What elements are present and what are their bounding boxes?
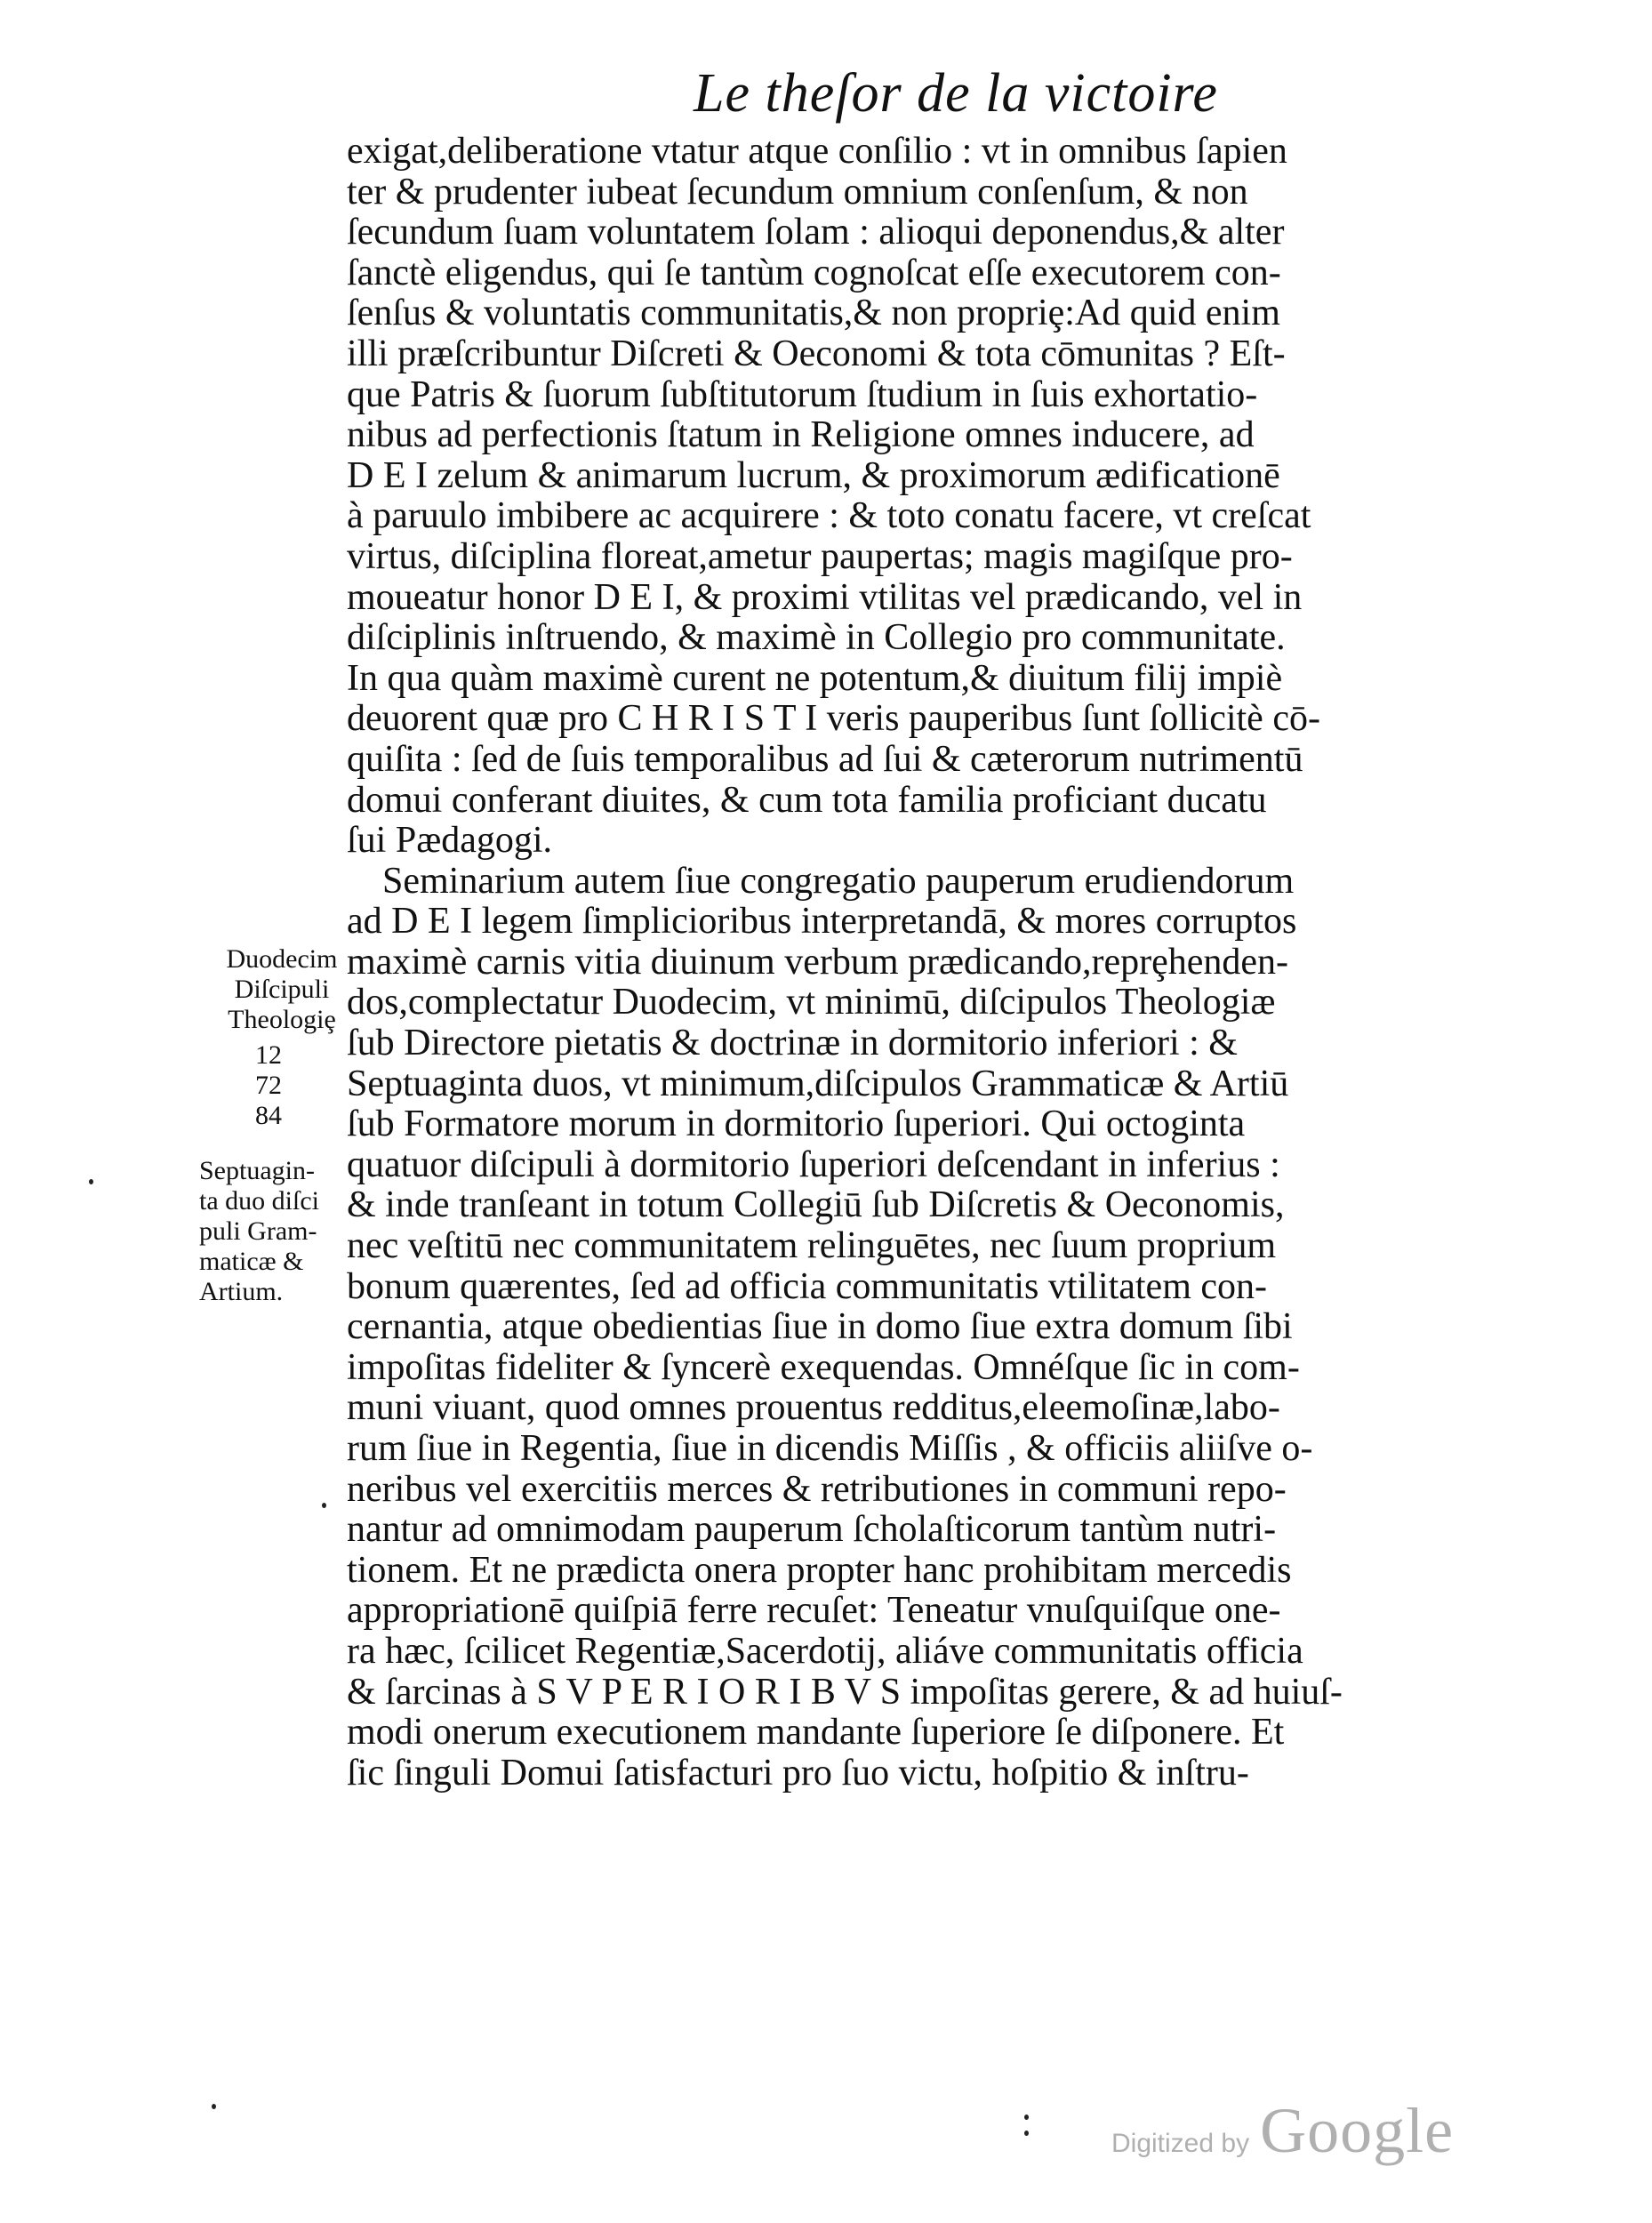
text-line: quiſita : ſed de ſuis temporalibus ad ſui & cæterorum nutrimentū	[347, 738, 1303, 780]
text-line: Septuaginta duos, vt minimum,diſcipulos Grammaticæ & Artiū	[347, 1063, 1289, 1104]
text-line: diſciplinis inſtruendo, & maximè in Collegio pro communitate.	[347, 617, 1286, 659]
text-line: ſic ſinguli Domui ſatisfacturi pro ſuo victu, hoſpitio & inſtru-	[347, 1752, 1249, 1794]
text-line: & inde tranſeant in totum Collegiū ſub Diſcretis & Oeconomis,	[347, 1184, 1285, 1226]
sidenote-line: Diſcipuli	[234, 975, 330, 1004]
text-line: illi præſcribuntur Diſcreti & Oeconomi & tota cōmunitas ? Eſt-	[347, 333, 1286, 374]
paragraph-start-line: Seminarium autem ſiue congregatio pauperum erudiendorum	[382, 860, 1295, 902]
text-line: maximè carnis vitia diuinum verbum prædicando,reprȩhenden-	[347, 941, 1289, 983]
sidenote-number: 84	[255, 1101, 282, 1130]
sidenote-number: 12	[255, 1040, 282, 1070]
text-line: que Patris & ſuorum ſubſtitutorum ſtudium in ſuis exhortatio-	[347, 373, 1258, 415]
text-line: bonum quærentes, ſed ad officia communitatis vtilitatem con-	[347, 1265, 1267, 1307]
text-line: virtus, diſciplina floreat,ametur paupertas; magis magiſque pro-	[347, 535, 1293, 577]
sidenote-line: Duodecim	[226, 944, 338, 974]
ink-speck	[89, 1179, 93, 1184]
text-line: ſub Directore pietatis & doctrinæ in dormitorio inferiori : &	[347, 1023, 1238, 1064]
text-line: modi onerum executionem mandante ſuperiore ſe diſponere. Et	[347, 1712, 1285, 1754]
text-line: ſanctè eligendus, qui ſe tantùm cognoſcat eſſe executorem con-	[347, 252, 1281, 293]
sidenote-number: 72	[255, 1071, 282, 1100]
text-line: nantur ad omnimodam pauperum ſcholaſticorum tantùm nutri-	[347, 1509, 1277, 1551]
text-line: domui conferant diuites, & cum tota familia proficiant ducatu	[347, 779, 1267, 821]
text-line: moueatur honor D E I, & proximi vtilitas vel prædicando, vel in	[347, 576, 1303, 618]
google-logo: Google	[1260, 2095, 1455, 2166]
sidenote-line: Septuagin-	[199, 1156, 315, 1185]
text-line: ad D E I legem ſimplicioribus interpretandā, & mores corruptos	[347, 901, 1297, 943]
ink-speck	[322, 1503, 326, 1508]
running-head: Le theſor de la victoire	[694, 63, 1218, 124]
sidenote-theology	[206, 944, 357, 1035]
ink-speck	[1024, 2115, 1029, 2120]
text-line: ter & prudenter iubeat ſecundum omnium conſenſum, & non	[347, 171, 1248, 213]
digitized-watermark	[1111, 2094, 1454, 2165]
text-line: In qua quàm maximè curent ne potentum,& diuitum filij impiè	[347, 657, 1283, 699]
main-text-block	[347, 132, 1449, 1794]
text-line: ra hæc, ſcilicet Regentiæ,Sacerdotij, aliáve communitatis officia	[347, 1630, 1303, 1672]
sidenote-line: puli Gram-	[199, 1216, 317, 1246]
text-line: ſub Formatore morum in dormitorio ſuperiori. Qui octoginta	[347, 1103, 1246, 1145]
text-line: & ſarcinas à S V P E R I O R I B V S impoſitas gerere, & ad huiuſ-	[347, 1671, 1343, 1713]
text-line: à paruulo imbibere ac acquirere : & toto conatu facere, vt creſcat	[347, 495, 1311, 537]
watermark-prefix: Digitized by	[1111, 2129, 1250, 2158]
sidenote-line: ta duo diſci	[199, 1186, 319, 1216]
sidenote-line: maticæ &	[199, 1247, 304, 1276]
text-line: muni viuant, quod omnes prouentus redditus,eleemoſinæ,labo-	[347, 1387, 1280, 1429]
text-line: ſui Pædagogi.	[347, 820, 553, 862]
text-line: neribus vel exercitiis merces & retributiones in communi repo-	[347, 1468, 1287, 1510]
text-line: rum ſiue in Regentia, ſiue in dicendis Miſſis , & officiis aliiſve o-	[347, 1428, 1313, 1469]
sidenote-line: Artium.	[199, 1277, 284, 1306]
sidenote-grammar	[199, 1156, 350, 1307]
text-line: cernantia, atque obedientias ſiue in domo ſiue extra domum ſibi	[347, 1306, 1293, 1348]
text-line: tionem. Et ne prædicta onera propter hanc prohibitam mercedis	[347, 1549, 1292, 1591]
text-line: dos,complectatur Duodecim, vt minimū, diſcipulos Theologiæ	[347, 982, 1276, 1023]
text-line: ſecundum ſuam voluntatem ſolam : alioqui deponendus,& alter	[347, 212, 1285, 253]
ink-speck	[212, 2104, 216, 2109]
sidenote-numbers	[206, 1040, 331, 1131]
text-line: deuorent quæ pro C H R I S T I veris pauperibus ſunt ſollicitè cō-	[347, 698, 1320, 740]
text-line: nec veſtitū nec communitatem relinguētes, nec ſuum proprium	[347, 1225, 1277, 1267]
sidenote-line: Theologiȩ	[228, 1005, 336, 1034]
text-line: ſenſus & voluntatis communitatis,& non propriȩ:Ad quid enim	[347, 293, 1280, 334]
text-line: nibus ad perfectionis ſtatum in Religione omnes inducere, ad	[347, 414, 1255, 456]
ink-speck	[1024, 2131, 1029, 2136]
text-line: appropriationē quiſpiā ferre recuſet: Teneatur vnuſquiſque one-	[347, 1590, 1281, 1632]
text-line: quatuor diſcipuli à dormitorio ſuperiori deſcendant in inferius :	[347, 1144, 1280, 1185]
text-line: impoſitas fideliter & ſyncerè exequendas. Omnéſque ſic in com-	[347, 1346, 1300, 1388]
text-line: exigat,deliberatione vtatur atque conſilio : vt in omnibus ſapien	[347, 131, 1287, 172]
text-line: D E I zelum & animarum lucrum, & proximorum ædificationē	[347, 454, 1280, 496]
